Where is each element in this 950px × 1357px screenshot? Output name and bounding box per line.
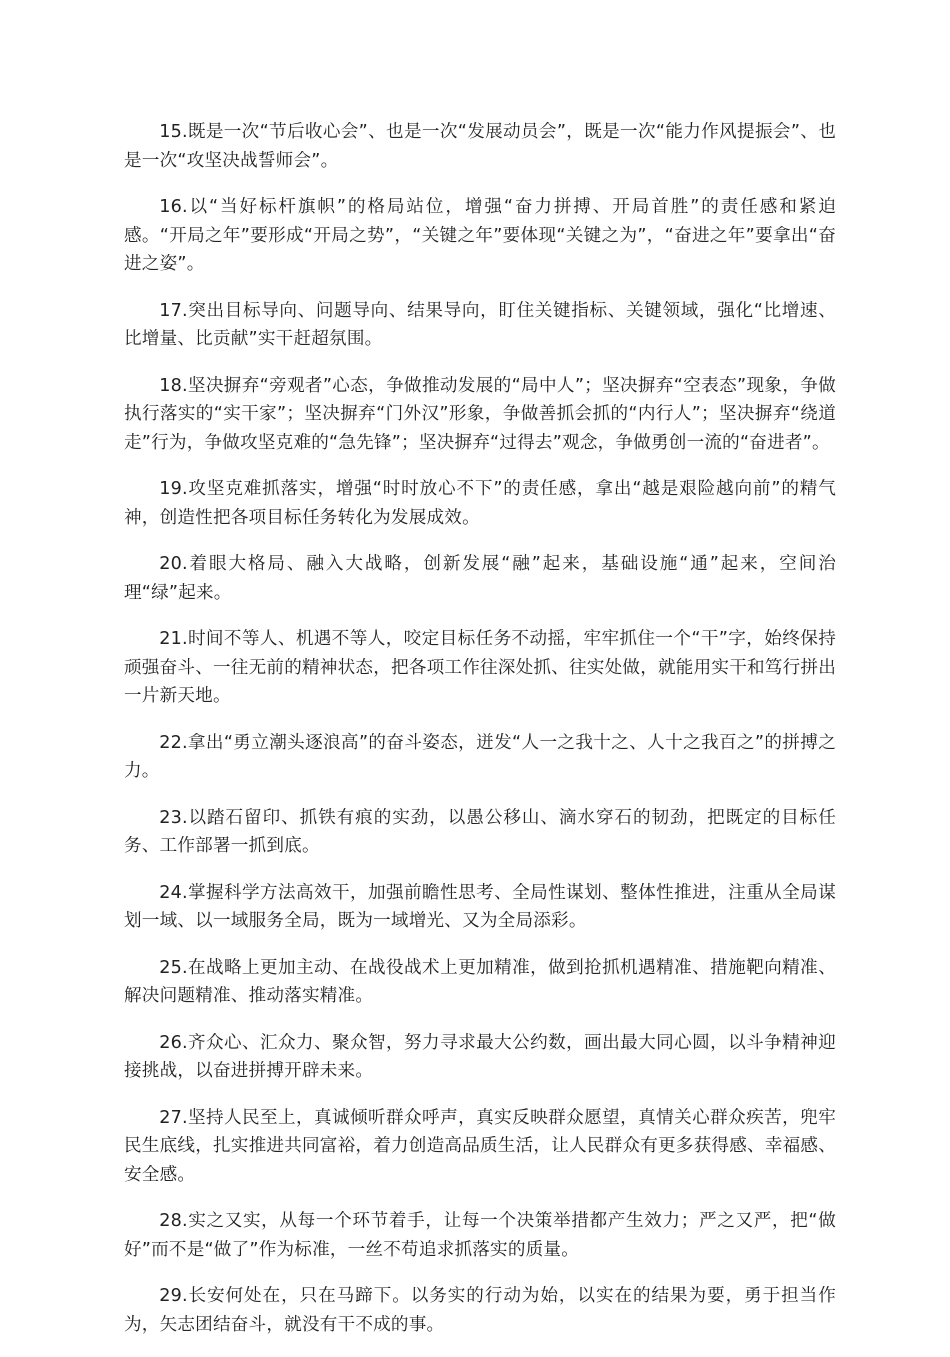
paragraph-23: 23.以踏石留印、抓铁有痕的实劲，以愚公移山、滴水穿石的韧劲，把既定的目标任务、工作部署一抓到底。	[124, 807, 836, 856]
paragraph-26: 26.齐众心、汇众力、聚众智，努力寻求最大公约数，画出最大同心圆，以斗争精神迎接挑战，以奋进拼搏开辟未来。	[124, 1032, 836, 1081]
paragraph-21: 21.时间不等人、机遇不等人，咬定目标任务不动摇，牢牢抓住一个“干”字，始终保持顽强奋斗、一往无前的精神状态，把各项工作往深处抓、往实处做，就能用实干和笃行拼出一片新天地。	[124, 629, 836, 706]
paragraph-24: 24.掌握科学方法高效干，加强前瞻性思考、全局性谋划、整体性推进，注重从全局谋划一域、以一域服务全局，既为一域增光、又为全局添彩。	[124, 882, 836, 931]
paragraph-18: 18.坚决摒弃“旁观者”心态，争做推动发展的“局中人”；坚决摒弃“空表态”现象，争做执行落实的“实干家”；坚决摒弃“门外汉”形象，争做善抓会抓的“内行人”；坚决摒弃“绕道走”行为，争做攻坚克难的“急先锋”；坚决摒弃“过得去”观念，争做勇创一流的“奋进者”。	[124, 375, 836, 453]
paragraph-28: 28.实之又实，从每一个环节着手，让每一个决策举措都产生效力；严之又严，把“做好”而不是“做了”作为标准，一丝不苟追求抓落实的质量。	[124, 1211, 836, 1260]
paragraph-20: 20.着眼大格局、融入大战略，创新发展“融”起来，基础设施“通”起来，空间治理“绿”起来。	[124, 554, 836, 603]
paragraph-22: 22.拿出“勇立潮头逐浪高”的奋斗姿态，迸发“人一之我十之、人十之我百之”的拼搏之力。	[124, 732, 836, 781]
paragraph-16: 16.以“当好标杆旗帜”的格局站位，增强“奋力拼搏、开局首胜”的责任感和紧迫感。“开局之年”要形成“开局之势”，“关键之年”要体现“关键之为”，“奋进之年”要拿出“奋进之姿”。	[124, 197, 836, 274]
paragraph-19: 19.攻坚克难抓落实，增强“时时放心不下”的责任感，拿出“越是艰险越向前”的精气神，创造性把各项目标任务转化为发展成效。	[124, 479, 836, 528]
document-page	[124, 118, 836, 1357]
paragraph-17: 17.突出目标导向、问题导向、结果导向，盯住关键指标、关键领域，强化“比增速、比增量、比贡献”实干赶超氛围。	[124, 300, 836, 349]
paragraph-15: 15.既是一次“节后收心会”、也是一次“发展动员会”，既是一次“能力作风提振会”、也是一次“攻坚决战誓师会”。	[124, 122, 836, 171]
paragraph-27: 27.坚持人民至上，真诚倾听群众呼声，真实反映群众愿望，真情关心群众疾苦，兜牢民生底线，扎实推进共同富裕，着力创造高品质生活，让人民群众有更多获得感、幸福感、安全感。	[124, 1107, 836, 1185]
paragraph-29: 29.长安何处在，只在马蹄下。以务实的行动为始，以实在的结果为要，勇于担当作为，矢志团结奋斗，就没有干不成的事。	[124, 1286, 836, 1335]
paragraph-25: 25.在战略上更加主动、在战役战术上更加精准，做到抢抓机遇精准、措施靶向精准、解决问题精准、推动落实精准。	[124, 957, 836, 1006]
